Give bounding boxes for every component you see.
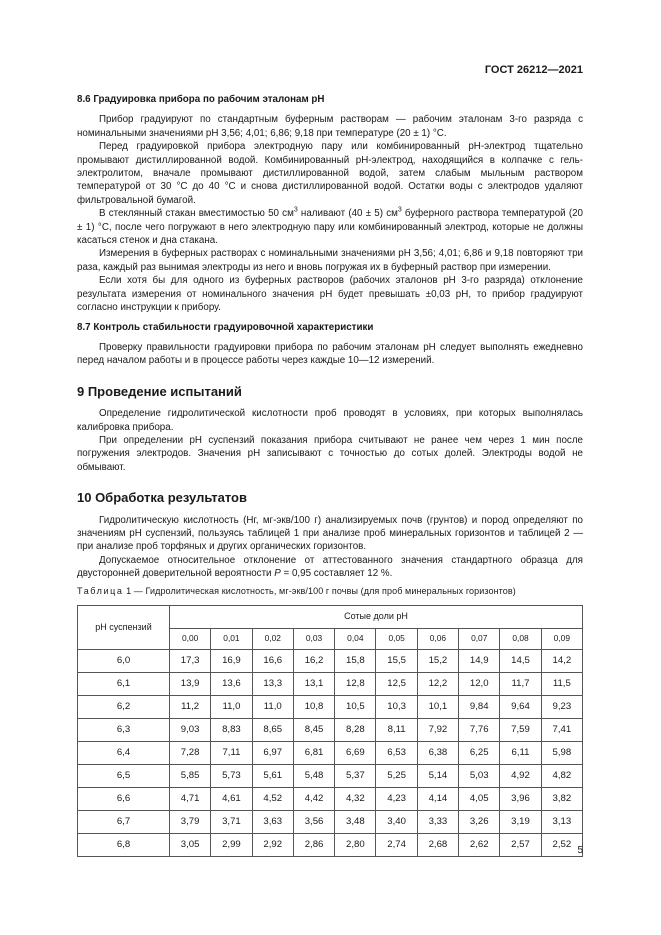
value-cell: 4,05	[459, 788, 500, 811]
paragraph: Гидролитическую кислотность (Нг, мг-экв/100 г) анализируемых почв (грунтов) и пород определяют по значениям pH суспензий, пользуясь таблицей 1 при анализе проб минеральных горизонтов и таблицей 2 — при анализе проб торфяных и других органических горизонтов.	[77, 514, 583, 553]
value-cell: 8,65	[252, 719, 293, 742]
value-cell: 3,63	[252, 811, 293, 834]
ph-cell: 6,5	[78, 765, 170, 788]
value-cell: 3,79	[170, 811, 211, 834]
value-cell: 2,62	[459, 834, 500, 857]
ph-cell: 6,3	[78, 719, 170, 742]
value-cell: 11,7	[500, 673, 541, 696]
value-cell: 5,48	[293, 765, 334, 788]
value-cell: 2,74	[376, 834, 417, 857]
column-header: 0,00	[170, 629, 211, 650]
value-cell: 3,82	[541, 788, 582, 811]
value-cell: 11,0	[211, 696, 252, 719]
ph-cell: 6,7	[78, 811, 170, 834]
value-cell: 15,8	[335, 650, 376, 673]
value-cell: 4,82	[541, 765, 582, 788]
value-cell: 7,59	[500, 719, 541, 742]
table-row	[78, 673, 583, 696]
column-header: 0,03	[293, 629, 334, 650]
value-cell: 7,28	[170, 742, 211, 765]
column-header: 0,05	[376, 629, 417, 650]
subsection-8-7-title: 8.7 Контроль стабильности градуировочной характеристики	[77, 321, 374, 333]
document-code: ГОСТ 26212—2021	[484, 64, 583, 76]
value-cell: 2,80	[335, 834, 376, 857]
value-cell: 16,9	[211, 650, 252, 673]
value-cell: 4,14	[417, 788, 458, 811]
value-cell: 2,52	[541, 834, 582, 857]
table-row	[78, 788, 583, 811]
column-header: 0,01	[211, 629, 252, 650]
value-cell: 4,61	[211, 788, 252, 811]
table-row	[78, 719, 583, 742]
value-cell: 2,92	[252, 834, 293, 857]
value-cell: 3,26	[459, 811, 500, 834]
value-cell: 6,69	[335, 742, 376, 765]
value-cell: 7,76	[459, 719, 500, 742]
value-cell: 3,33	[417, 811, 458, 834]
value-cell: 3,13	[541, 811, 582, 834]
value-cell: 5,25	[376, 765, 417, 788]
value-cell: 6,25	[459, 742, 500, 765]
value-cell: 8,45	[293, 719, 334, 742]
value-cell: 4,52	[252, 788, 293, 811]
section-10-title: 10 Обработка результатов	[77, 490, 247, 506]
value-cell: 3,40	[376, 811, 417, 834]
paragraph: Прибор градуируют по стандартным буферным растворам — рабочим эталонам 3-го разряда с номинальными значениями pH 3,56; 4,01; 6,86; 9,18 при температуре (20 ± 1) °С.	[77, 114, 583, 139]
value-cell: 5,85	[170, 765, 211, 788]
value-cell: 14,9	[459, 650, 500, 673]
value-cell: 17,3	[170, 650, 211, 673]
value-cell: 13,3	[252, 673, 293, 696]
value-cell: 11,5	[541, 673, 582, 696]
column-header: 0,04	[335, 629, 376, 650]
column-header: 0,06	[417, 629, 458, 650]
value-cell: 9,23	[541, 696, 582, 719]
value-cell: 6,97	[252, 742, 293, 765]
page-number: 5	[577, 845, 583, 856]
value-cell: 11,2	[170, 696, 211, 719]
column-header: 0,09	[541, 629, 582, 650]
table-row	[78, 650, 583, 673]
value-cell: 16,2	[293, 650, 334, 673]
value-cell: 5,98	[541, 742, 582, 765]
value-cell: 6,53	[376, 742, 417, 765]
value-cell: 9,64	[500, 696, 541, 719]
value-cell: 4,42	[293, 788, 334, 811]
value-cell: 5,73	[211, 765, 252, 788]
value-cell: 3,48	[335, 811, 376, 834]
table-row	[78, 742, 583, 765]
paragraph: Определение гидролитической кислотности проб проводят в условиях, при которых выполнялась калибровка прибора.	[77, 408, 583, 433]
value-cell: 9,84	[459, 696, 500, 719]
paragraph: В стеклянный стакан вместимостью 50 $см^3$ наливают (40 ± 5) $см^3$ буферного раствора температурой (20 ± 1) °С, после чего погружают в него электродную пару или комбинированный электрод, которые не должны касаться стенок и дна стакана.	[77, 206, 583, 247]
value-cell: 8,11	[376, 719, 417, 742]
value-cell: 3,96	[500, 788, 541, 811]
value-cell: 12,0	[459, 673, 500, 696]
value-cell: 7,92	[417, 719, 458, 742]
value-cell: 8,28	[335, 719, 376, 742]
value-cell: 4,32	[335, 788, 376, 811]
row-header: pH суспензий	[78, 606, 170, 650]
ph-cell: 6,1	[78, 673, 170, 696]
value-cell: 3,71	[211, 811, 252, 834]
value-cell: 11,0	[252, 696, 293, 719]
group-header: Сотые доли pH	[170, 606, 583, 629]
value-cell: 10,3	[376, 696, 417, 719]
value-cell: 15,2	[417, 650, 458, 673]
value-cell: 12,2	[417, 673, 458, 696]
paragraph: Перед градуировкой прибора электродную пару или комбинированный pH-электрод тщательно промывают дистиллированной водой. Комбинированный pH-электрод, находящийся в колпачке с гель-электролитом, вначале промывают дистиллированной водой, затем слабым мыльным раствором температурой от 30 °С до 40 °С и снова дистиллированной водой. Остатки воды с электродов удаляют фильтровальной бумагой.	[77, 141, 583, 206]
value-cell: 6,11	[500, 742, 541, 765]
acidity-table	[77, 605, 583, 857]
table-row	[78, 811, 583, 834]
section-9-title: 9 Проведение испытаний	[77, 383, 242, 399]
ph-cell: 6,4	[78, 742, 170, 765]
value-cell: 4,23	[376, 788, 417, 811]
value-cell: 14,5	[500, 650, 541, 673]
value-cell: 10,8	[293, 696, 334, 719]
value-cell: 2,57	[500, 834, 541, 857]
value-cell: 13,6	[211, 673, 252, 696]
value-cell: 5,03	[459, 765, 500, 788]
value-cell: 13,1	[293, 673, 334, 696]
value-cell: 14,2	[541, 650, 582, 673]
column-header: 0,07	[459, 629, 500, 650]
paragraph: Если хотя бы для одного из буферных растворов (рабочих эталонов pH 3-го разряда) отклонение результата измерения от номинального значения pH будет превышать ±0,03 pH, то прибор градуируют согласно инструкции к прибору.	[77, 275, 583, 314]
ph-cell: 6,8	[78, 834, 170, 857]
table-row	[78, 765, 583, 788]
value-cell: 15,5	[376, 650, 417, 673]
ph-cell: 6,0	[78, 650, 170, 673]
subsection-8-6-title: 8.6 Градуировка прибора по рабочим эталонам pH	[77, 94, 325, 105]
ph-cell: 6,6	[78, 788, 170, 811]
paragraph: При определении pH суспензий показания прибора считывают не ранее чем через 1 мин после погружения электродов. Значения pH записывают с точностью до сотых долей. Электроды водой не обмывают.	[77, 434, 583, 473]
value-cell: 4,92	[500, 765, 541, 788]
column-header: 0,08	[500, 629, 541, 650]
value-cell: 3,19	[500, 811, 541, 834]
page-content	[77, 93, 583, 857]
value-cell: 6,81	[293, 742, 334, 765]
value-cell: 2,99	[211, 834, 252, 857]
value-cell: 7,41	[541, 719, 582, 742]
value-cell: 4,71	[170, 788, 211, 811]
ph-cell: 6,2	[78, 696, 170, 719]
column-header: 0,02	[252, 629, 293, 650]
table-caption: Таблица 1 — Гидролитическая кислотность, мг-экв/100 г почвы (для проб минеральных горизонтов)	[77, 585, 516, 596]
value-cell: 8,83	[211, 719, 252, 742]
value-cell: 12,8	[335, 673, 376, 696]
value-cell: 13,9	[170, 673, 211, 696]
value-cell: 6,38	[417, 742, 458, 765]
value-cell: 5,14	[417, 765, 458, 788]
table-row	[78, 834, 583, 857]
paragraph: Проверку правильности градуировки прибора по рабочим эталонам pH следует выполнять ежедневно перед началом работы и в процессе работы через каждые 10—12 измерений.	[77, 341, 583, 367]
value-cell: 3,05	[170, 834, 211, 857]
value-cell: 5,61	[252, 765, 293, 788]
value-cell: 9,03	[170, 719, 211, 742]
table-row	[78, 696, 583, 719]
value-cell: 16,6	[252, 650, 293, 673]
value-cell: 12,5	[376, 673, 417, 696]
value-cell: 3,56	[293, 811, 334, 834]
value-cell: 2,86	[293, 834, 334, 857]
value-cell: 7,11	[211, 742, 252, 765]
paragraph: Допускаемое относительное отклонение от аттестованного значения стандартного образца для двусторонней доверительной вероятности P = 0,95 составляет 12 %.	[77, 554, 583, 580]
value-cell: 10,5	[335, 696, 376, 719]
value-cell: 5,37	[335, 765, 376, 788]
value-cell: 10,1	[417, 696, 458, 719]
value-cell: 2,68	[417, 834, 458, 857]
paragraph: Измерения в буферных растворах с номинальными значениями pH 3,56; 4,01; 6,86 и 9,18 повторяют три раза, каждый раз вынимая электроды из него и вновь погружая их в буферный раствор при измерении.	[77, 248, 583, 273]
